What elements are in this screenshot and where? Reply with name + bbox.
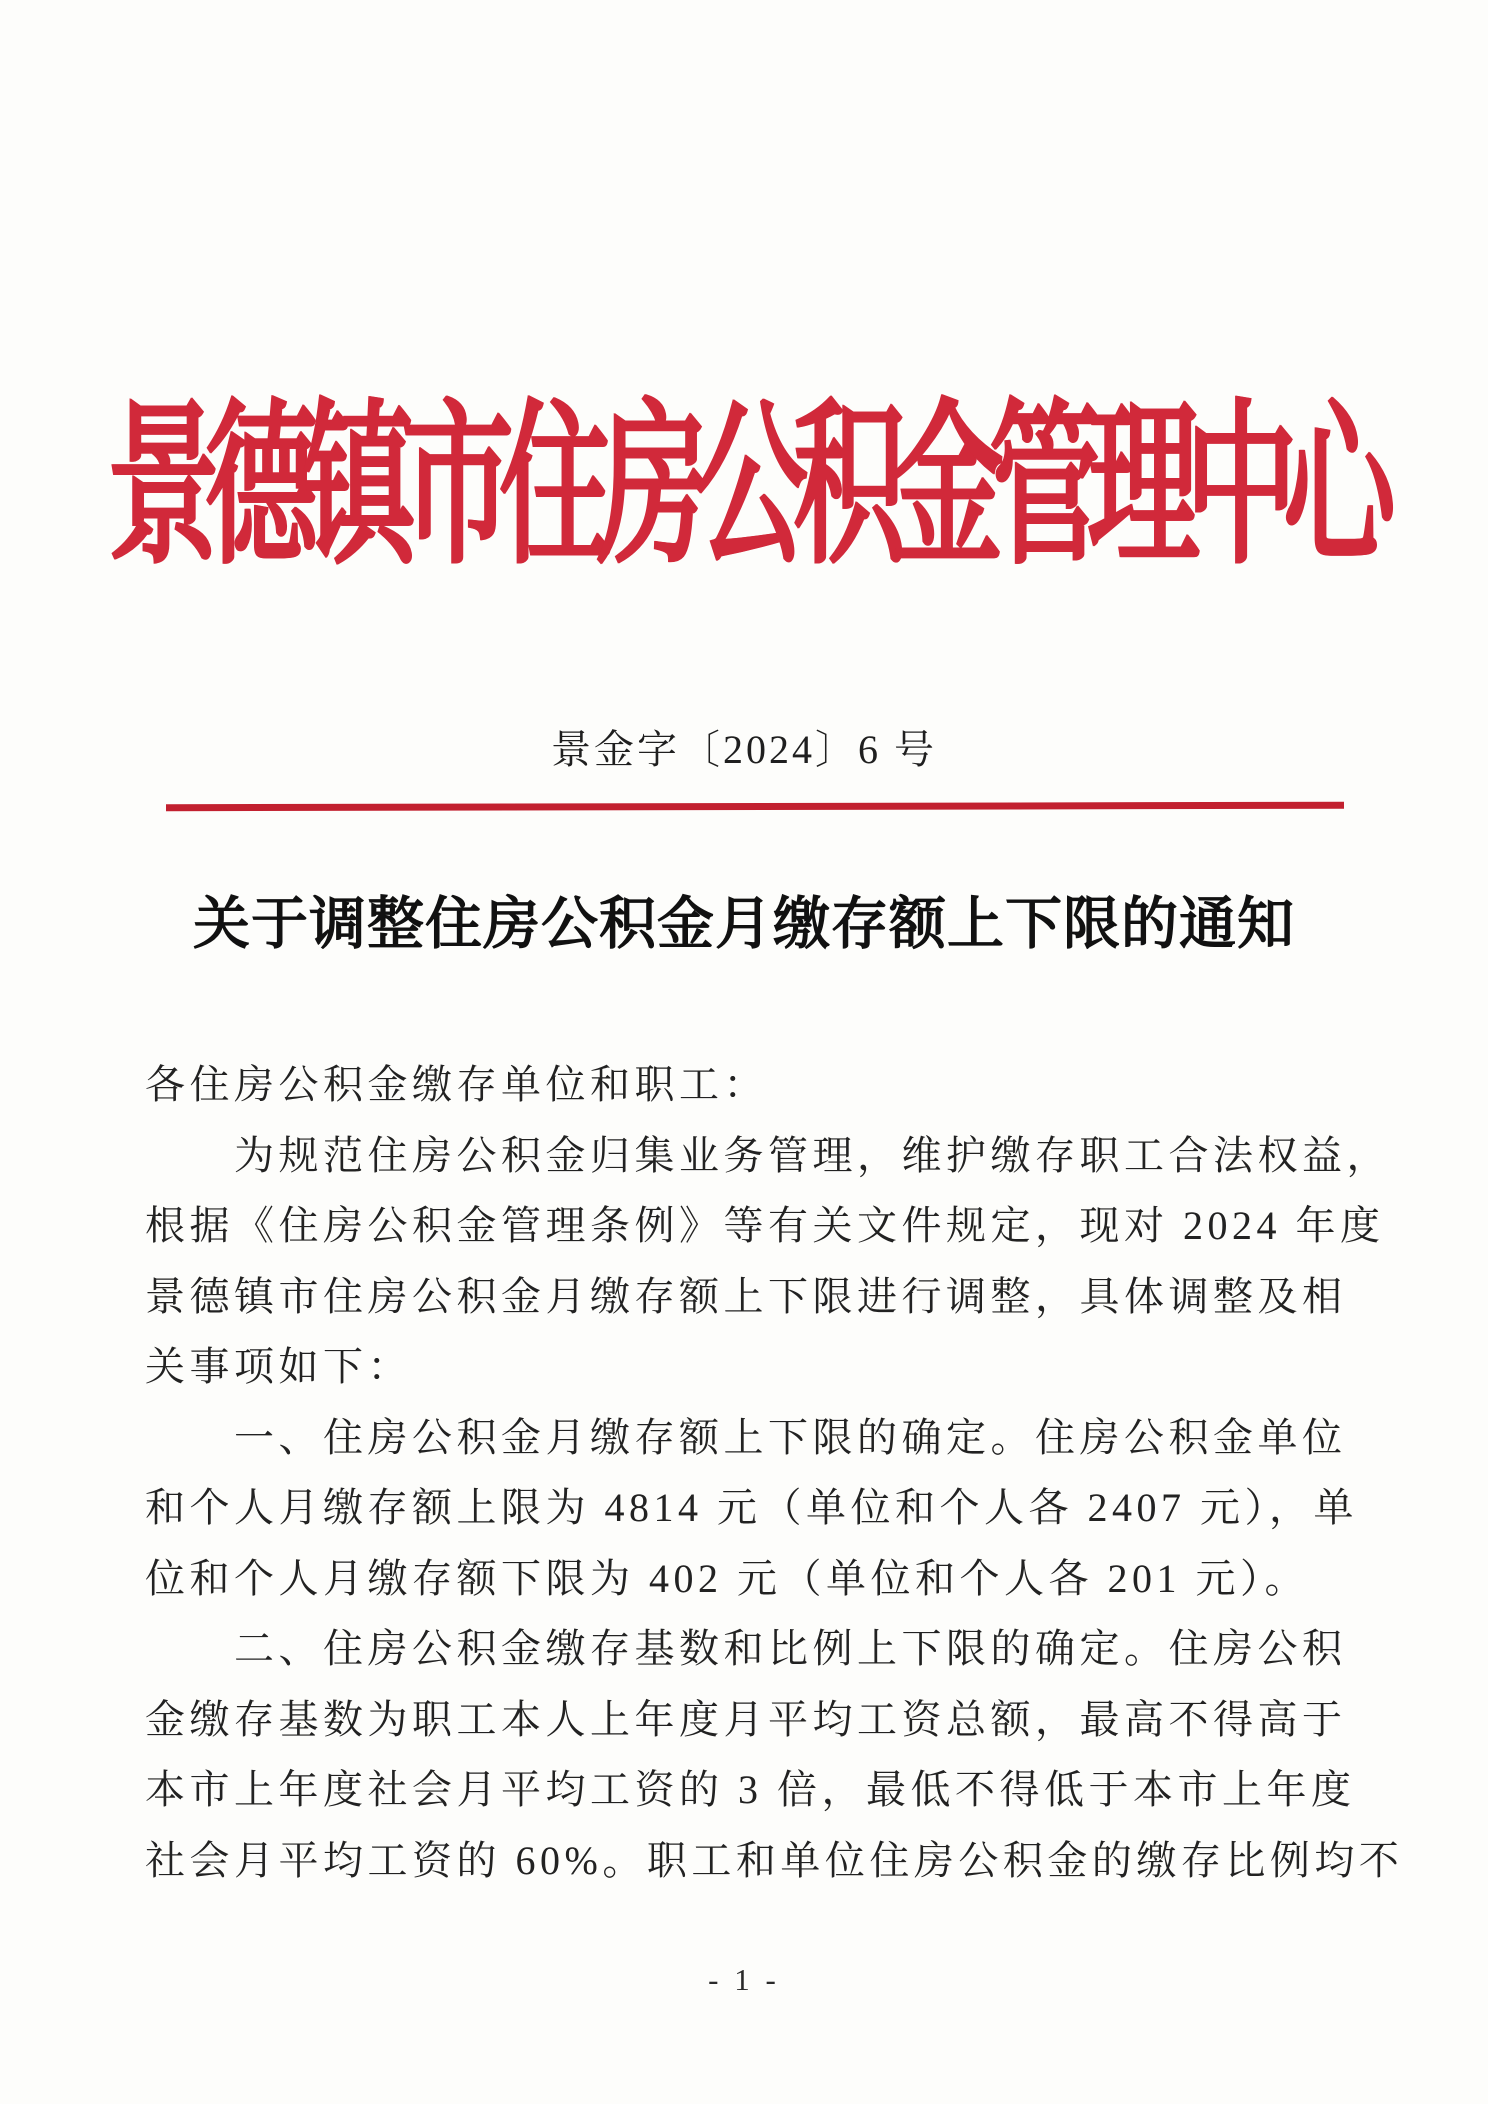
body-line: 关事项如下： xyxy=(145,1344,412,1389)
body-line: 金缴存基数为职工本人上年度月平均工资总额，最高不得高于 xyxy=(145,1696,1347,1742)
body-line: 为规范住房公积金归集业务管理，维护缴存职工合法权益， xyxy=(234,1132,1391,1178)
body-line: 各住房公积金缴存单位和职工： xyxy=(145,1062,768,1107)
document-number: 景金字〔2024〕6 号 xyxy=(551,727,937,772)
body-line: 景德镇市住房公积金月缴存额上下限进行调整，具体调整及相 xyxy=(145,1273,1347,1319)
body-line: 和个人月缴存额上限为 4814 元（单位和个人各 2407 元），单 xyxy=(145,1485,1358,1530)
organization-name: 景德镇市住房公积金管理中心 xyxy=(107,390,1381,587)
body-line: 本市上年度社会月平均工资的 3 倍，最低不得低于本市上年度 xyxy=(145,1767,1356,1812)
page-number: - 1 - xyxy=(708,1962,780,1997)
red-divider-line xyxy=(166,802,1344,811)
body-line: 一、住房公积金月缴存额上下限的确定。住房公积金单位 xyxy=(234,1414,1347,1460)
body-line: 社会月平均工资的 60%。职工和单位住房公积金的缴存比例均不 xyxy=(145,1837,1404,1883)
body-line: 根据《住房公积金管理条例》等有关文件规定，现对 2024 年度 xyxy=(145,1203,1385,1248)
red-header xyxy=(0,390,1488,600)
body-line: 二、住房公积金缴存基数和比例上下限的确定。住房公积 xyxy=(234,1626,1347,1671)
body-line: 位和个人月缴存额下限为 402 元（单位和个人各 201 元）。 xyxy=(145,1555,1309,1601)
notice-title: 关于调整住房公积金月缴存额上下限的通知 xyxy=(193,893,1295,956)
notice-body xyxy=(145,1050,1404,1896)
